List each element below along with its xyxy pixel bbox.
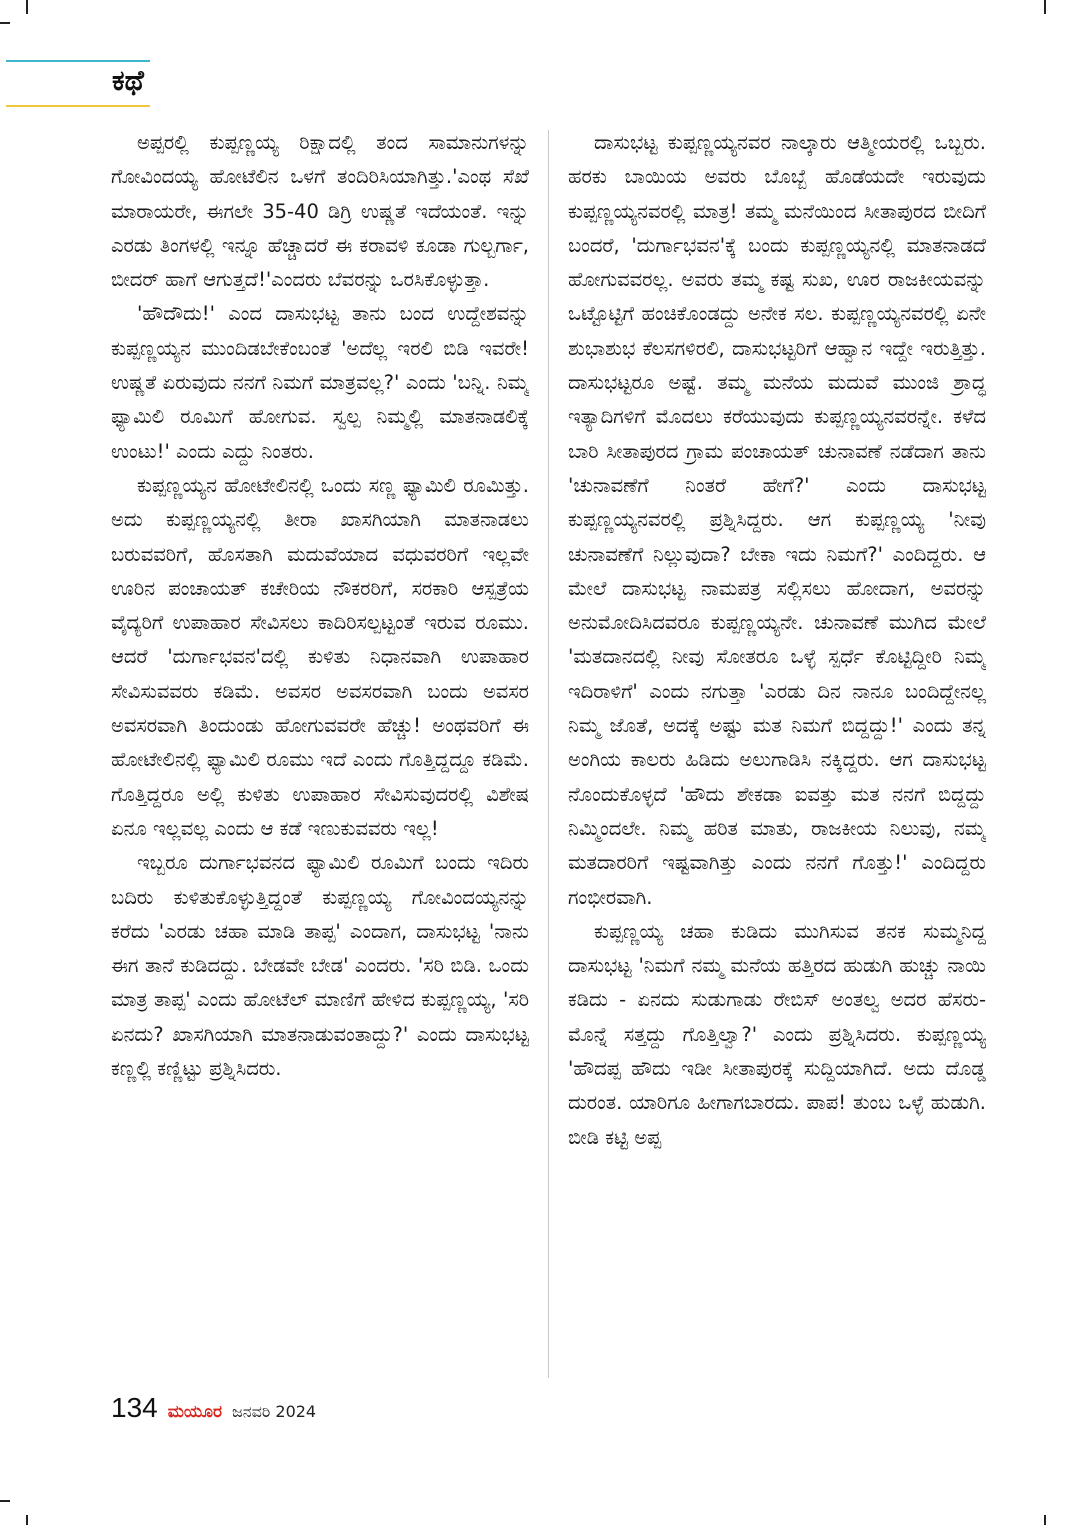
paragraph: ಕುಪ್ಪಣ್ಣಯ್ಯ ಚಹಾ ಕುಡಿದು ಮುಗಿಸುವ ತನಕ ಸುಮ್ಮನಿದ್ದ ದಾಸುಭಟ್ಟ 'ನಿಮಗೆ ನಮ್ಮ ಮನೆಯ ಹತ್ತಿರದ ಹುಡುಗಿ ಹುಚ್ಚು ನಾಯಿ ಕಡಿದು - ಏನದು ಸುಡುಗಾಡು ರೇಬಿಸ್ ಅಂತಲ್ವ ಅದರ ಹೆಸರು- ಮೊನ್ನೆ ಸತ್ತದ್ದು ಗೊತ್ತಿಲ್ವಾ?' ಎಂದು ಪ್ರಶ್ನಿಸಿದರು. ಕುಪ್ಪಣ್ಣಯ್ಯ 'ಹೌದಪ್ಪ ಹೌದು ಇಡೀ ಸೀತಾಪುರಕ್ಕೆ ಸುದ್ದಿಯಾಗಿದೆ. ಅದು ದೊಡ್ಡ ದುರಂತ. ಯಾರಿಗೂ ಹೀಗಾಗಬಾರದು. ಪಾಪ! ತುಂಬ ಒಳ್ಳೆ ಹುಡುಗಿ. ಬೀಡಿ ಕಟ್ಟಿ ಅಪ್ಪ <box>568 919 986 1149</box>
crop-mark <box>0 1500 10 1502</box>
section-top-rule <box>6 60 150 62</box>
page-number: 134 <box>111 1392 158 1423</box>
crop-mark <box>1044 1515 1046 1525</box>
crop-mark <box>0 22 10 24</box>
paragraph: 'ಹೌದೌದು!' ಎಂದ ದಾಸುಭಟ್ಟ ತಾನು ಬಂದ ಉದ್ದೇಶವನ್ನು ಕುಪ್ಪಣ್ಣಯ್ಯನ ಮುಂದಿಡಬೇಕೆಂಬಂತೆ 'ಅದೆಲ್ಲ ಇರಲಿ ಬಿಡಿ ಇವರೇ! ಉಷ್ಣತೆ ಏರುವುದು ನನಗೆ ನಿಮಗೆ ಮಾತ್ರವಲ್ಲ?' ಎಂದು 'ಬನ್ನಿ. ನಿಮ್ಮ ಫ್ಯಾಮಿಲಿ ರೂಮಿಗೆ ಹೋಗುವ. ಸ್ವಲ್ಪ ನಿಮ್ಮಲ್ಲಿ ಮಾತನಾಡಲಿಕ್ಕೆ ಉಂಟು!' ಎಂದು ಎದ್ದು ನಿಂತರು. <box>111 302 529 463</box>
paragraph: ಅಪ್ಪರಲ್ಲಿ ಕುಪ್ಪಣ್ಣಯ್ಯ ರಿಕ್ಷಾದಲ್ಲಿ ತಂದ ಸಾಮಾನುಗಳನ್ನು ಗೋವಿಂದಯ್ಯ ಹೋಟೆಲಿನ ಒಳಗೆ ತಂದಿರಿಸಿಯಾಗಿತ್ತು.'ಎಂಥ ಸೆಖೆ ಮಾರಾಯರೇ, ಈಗಲೇ 35-40 ಡಿಗ್ರಿ ಉಷ್ಣತೆ ಇದೆಯಂತೆ. ಇನ್ನು ಎರಡು ತಿಂಗಳಲ್ಲಿ ಇನ್ನೂ ಹೆಚ್ಚಾದರೆ ಈ ಕರಾವಳಿ ಕೂಡಾ ಗುಲ್ಬರ್ಗಾ, ಬೀದರ್ ಹಾಗೆ ಆಗುತ್ತದೆ!'ಎಂದರು ಬೆವರನ್ನು ಒರಸಿಕೊಳ್ಳುತ್ತಾ. <box>111 131 529 292</box>
crop-mark <box>26 0 28 14</box>
issue-date: ಜನವರಿ 2024 <box>231 1402 317 1421</box>
section-bottom-rule <box>6 105 150 107</box>
magazine-logo: ಮಯೂರ <box>167 1402 222 1422</box>
crop-mark <box>1044 0 1046 14</box>
article-column-right <box>568 126 986 1382</box>
paragraph: ಇಬ್ಬರೂ ದುರ್ಗಾಭವನದ ಫ್ಯಾಮಿಲಿ ರೂಮಿಗೆ ಬಂದು ಇದಿರು ಬದಿರು ಕುಳಿತುಕೊಳ್ಳುತ್ತಿದ್ದಂತೆ ಕುಪ್ಪಣ್ಣಯ್ಯ ಗೋವಿಂದಯ್ಯನನ್ನು ಕರೆದು 'ಎರಡು ಚಹಾ ಮಾಡಿ ತಾಪ್ಪ' ಎಂದಾಗ, ದಾಸುಭಟ್ಟ 'ನಾನು ಈಗ ತಾನೆ ಕುಡಿದದ್ದು. ಬೇಡವೇ ಬೇಡ' ಎಂದರು. 'ಸರಿ ಬಿಡಿ. ಒಂದು ಮಾತ್ರ ತಾಪ್ಪ' ಎಂದು ಹೋಟೆಲ್ ಮಾಣಿಗೆ ಹೇಳಿದ ಕುಪ್ಪಣ್ಣಯ್ಯ, 'ಸರಿ ಏನದು? ಖಾಸಗಿಯಾಗಿ ಮಾತನಾಡುವಂತಾದ್ದು?' ಎಂದು ದಾಸುಭಟ್ಟ ಕಣ್ಣಲ್ಲಿ ಕಣ್ಣಿಟ್ಟು ಪ್ರಶ್ನಿಸಿದರು. <box>111 851 529 1081</box>
paragraph: ಕುಪ್ಪಣ್ಣಯ್ಯನ ಹೋಟೇಲಿನಲ್ಲಿ ಒಂದು ಸಣ್ಣ ಫ್ಯಾಮಿಲಿ ರೂಮಿತ್ತು. ಅದು ಕುಪ್ಪಣ್ಣಯ್ಯನಲ್ಲಿ ತೀರಾ ಖಾಸಗಿಯಾಗಿ ಮಾತನಾಡಲು ಬರುವವರಿಗೆ, ಹೊಸತಾಗಿ ಮದುವೆಯಾದ ವಧುವರರಿಗೆ ಇಲ್ಲವೇ ಊರಿನ ಪಂಚಾಯತ್ ಕಚೇರಿಯ ನೌಕರರಿಗೆ, ಸರಕಾರಿ ಆಸ್ಪತ್ರೆಯ ವೈದ್ಯರಿಗೆ ಉಪಾಹಾರ ಸೇವಿಸಲು ಕಾದಿರಿಸಲ್ಪಟ್ಟಂತೆ ಇರುವ ರೂಮು. ಆದರೆ 'ದುರ್ಗಾಭವನ'ದಲ್ಲಿ ಕುಳಿತು ನಿಧಾನವಾಗಿ ಉಪಾಹಾರ ಸೇವಿಸುವವರು ಕಡಿಮೆ. ಅವಸರ ಅವಸರವಾಗಿ ಬಂದು ಅವಸರ ಅವಸರವಾಗಿ ತಿಂದುಂಡು ಹೋಗುವವರೇ ಹೆಚ್ಚು! ಅಂಥವರಿಗೆ ಈ ಹೋಟೇಲಿನಲ್ಲಿ ಫ್ಯಾಮಿಲಿ ರೂಮು ಇದೆ ಎಂದು ಗೊತ್ತಿದ್ದದ್ದೂ ಕಡಿಮೆ. ಗೊತ್ತಿದ್ದರೂ ಅಲ್ಲಿ ಕುಳಿತು ಉಪಾಹಾರ ಸೇವಿಸುವುದರಲ್ಲಿ ವಿಶೇಷ ಏನೂ ಇಲ್ಲವಲ್ಲ ಎಂದು ಆ ಕಡೆ ಇಣುಕುವವರು ಇಲ್ಲ! <box>111 473 529 840</box>
page-footer <box>111 1392 316 1426</box>
crop-mark <box>26 1515 28 1525</box>
section-title: ಕಥೆ <box>112 64 144 97</box>
column-divider <box>548 130 549 1378</box>
article-column-left <box>111 126 529 1382</box>
paragraph: ದಾಸುಭಟ್ಟ ಕುಪ್ಪಣ್ಣಯ್ಯನವರ ನಾಲ್ಕಾರು ಆತ್ಮೀಯರಲ್ಲಿ ಒಬ್ಬರು. ಹರಕು ಬಾಯಿಯ ಅವರು ಬೊಬ್ಬೆ ಹೊಡೆಯದೇ ಇರುವುದು ಕುಪ್ಪಣ್ಣಯ್ಯನವರಲ್ಲಿ ಮಾತ್ರ! ತಮ್ಮ ಮನೆಯಿಂದ ಸೀತಾಪುರದ ಬೀದಿಗೆ ಬಂದರೆ, 'ದುರ್ಗಾಭವನ'ಕ್ಕೆ ಬಂದು ಕುಪ್ಪಣ್ಣಯ್ಯನಲ್ಲಿ ಮಾತನಾಡದೆ ಹೋಗುವವರಲ್ಲ. ಅವರು ತಮ್ಮ ಕಷ್ಟ ಸುಖ, ಊರ ರಾಜಕೀಯವನ್ನು ಒಟ್ಟೊಟ್ಟಿಗೆ ಹಂಚಿಕೊಂಡದ್ದು ಅನೇಕ ಸಲ. ಕುಪ್ಪಣ್ಣಯ್ಯನವರಲ್ಲಿ ಏನೇ ಶುಭಾಶುಭ ಕೆಲಸಗಳಿರಲಿ, ದಾಸುಭಟ್ಟರಿಗೆ ಆಹ್ವಾನ ಇದ್ದೇ ಇರುತ್ತಿತ್ತು. ದಾಸುಭಟ್ಟರೂ ಅಷ್ಟೆ. ತಮ್ಮ ಮನೆಯ ಮದುವೆ ಮುಂಜಿ ಶ್ರಾದ್ಧ ಇತ್ಯಾದಿಗಳಿಗೆ ಮೊದಲು ಕರೆಯುವುದು ಕುಪ್ಪಣ್ಣಯ್ಯನವರನ್ನೇ. ಕಳೆದ ಬಾರಿ ಸೀತಾಪುರದ ಗ್ರಾಮ ಪಂಚಾಯತ್ ಚುನಾವಣೆ ನಡೆದಾಗ ತಾನು 'ಚುನಾವಣೆಗೆ ನಿಂತರೆ ಹೇಗೆ?' ಎಂದು ದಾಸುಭಟ್ಟ ಕುಪ್ಪಣ್ಣಯ್ಯನವರಲ್ಲಿ ಪ್ರಶ್ನಿಸಿದ್ದರು. ಆಗ ಕುಪ್ಪಣ್ಣಯ್ಯ 'ನೀವು ಚುನಾವಣೆಗೆ ನಿಲ್ಲುವುದಾ? ಬೇಕಾ ಇದು ನಿಮಗೆ?' ಎಂದಿದ್ದರು. ಆ ಮೇಲೆ ದಾಸುಭಟ್ಟ ನಾಮಪತ್ರ ಸಲ್ಲಿಸಲು ಹೋದಾಗ, ಅವರನ್ನು ಅನುಮೋದಿಸಿದವರೂ ಕುಪ್ಪಣ್ಣಯ್ಯನೇ. ಚುನಾವಣೆ ಮುಗಿದ ಮೇಲೆ 'ಮತದಾನದಲ್ಲಿ ನೀವು ಸೋತರೂ ಒಳ್ಳೆ ಸ್ಪರ್ಧೆ ಕೊಟ್ಟಿದ್ದೀರಿ ನಿಮ್ಮ ಇದಿರಾಳಿಗೆ' ಎಂದು ನಗುತ್ತಾ 'ಎರಡು ದಿನ ನಾನೂ ಬಂದಿದ್ದೇನಲ್ಲ ನಿಮ್ಮ ಜೊತೆ, ಅದಕ್ಕೆ ಅಷ್ಟು ಮತ ನಿಮಗೆ ಬಿದ್ದದ್ದು!' ಎಂದು ತನ್ನ ಅಂಗಿಯ ಕಾಲರು ಹಿಡಿದು ಅಲುಗಾಡಿಸಿ ನಕ್ಕಿದ್ದರು. ಆಗ ದಾಸುಭಟ್ಟ ನೊಂದುಕೊಳ್ಳದೆ 'ಹೌದು ಶೇಕಡಾ ಐವತ್ತು ಮತ ನನಗೆ ಬಿದ್ದದ್ದು ನಿಮ್ಮಿಂದಲೇ. ನಿಮ್ಮ ಹರಿತ ಮಾತು, ರಾಜಕೀಯ ನಿಲುವು, ನಮ್ಮ ಮತದಾರರಿಗೆ ಇಷ್ಟವಾಗಿತ್ತು ಎಂದು ನನಗೆ ಗೊತ್ತು!' ಎಂದಿದ್ದರು ಗಂಭೀರವಾಗಿ. <box>568 131 986 909</box>
